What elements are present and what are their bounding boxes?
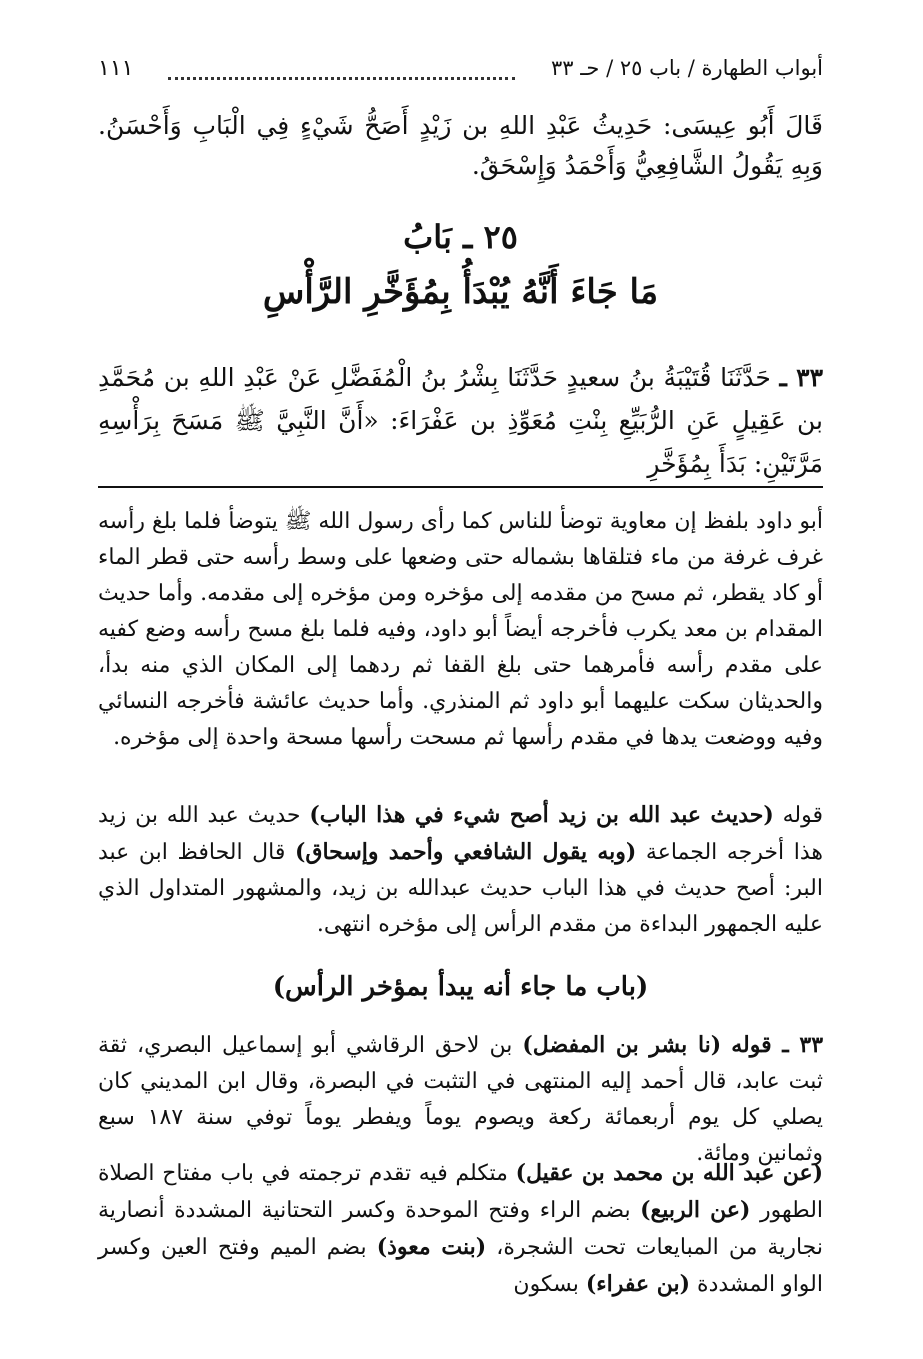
commentary-quote: (نا بشر بن المفضل) [522,1032,722,1058]
chapter-title: مَا جَاءَ أَنَّهُ يُبْدَأُ بِمُؤَخَّرِ الرَّأْسِ [262,272,659,312]
commentary-paragraph-3 [98,1027,823,1172]
dotted-leader [168,77,515,80]
commentary-paragraph-2 [98,797,823,943]
commentary-text: متكلم فيه تقدم ترجمته في باب مفتاح الصلاة الطهور [98,1161,824,1223]
page-number: ١١١ [98,56,134,81]
commentary-paragraph-1: أبو داود بلفظ إن معاوية توضأ للناس كما رأى رسول الله ﷺ يتوضأ فلما بلغ رأسه غرف غرفة من ماء فتلقاها بشماله حتى وضعها على وسط رأسه حتى قطر الماء أو كاد يقطر، ثم مسح من مقدمه إلى مؤخره ومن مؤخره إلى مقدمه. وأما حديث المقدام بن معد يكرب فأخرجه أيضاً أبو داود، وفيه فلما بلغ مسح رأسه وضع كفيه على مقدم رأسه فأمرهما حتى بلغ القفا ثم ردهما إلى المكان الذي منه بدأ، والحديثان سكت عليهما أبو داود ثم المنذري. وأما حديث عائشة فأخرجه النسائي وفيه ووضعت يدها في مقدم رأسها ثم مسحت رأسها مسحة واحدة إلى مؤخره. [98,509,823,750]
commentary-text: حديث عبد الله بن زيد هذا أخرجه الجماعة [98,803,823,865]
footnote-divider [98,486,823,488]
commentary-text: بسكون [513,1272,579,1297]
hadith-number: ٣٣ ـ [779,363,824,392]
commentary-quote: (بن عفراء) [585,1271,691,1297]
commentary-text: بن لاحق الرقاشي أبو إسماعيل البصري، ثقة ثبت عابد، قال أحمد إليه المنتهى في التثبت في البصرة، وقال ابن المديني كان يصلي كل يوم أربعمائة ركعة ويصوم يوماً ويفطر يوماً توفي سنة ١٨٧ سبع وثمانين ومائة. [98,1033,823,1166]
chapter-number: ٢٥ ـ بَابُ [403,218,518,256]
commentary-text: بضم الميم وفتح العين وكسر الواو المشددة [98,1235,823,1297]
hadith-body: حَدَّثَنَا قُتَيْبَةُ بنُ سعيدٍ حَدَّثَنَا بِشْرُ بنُ الْمُفَضَّلِ عَنْ عَبْدِ اللهِ بن مُحَمَّدِ بن عَقِيلٍ عَنِ الرُّبَيِّعِ بِنْتِ مُعَوِّذِ بن عَفْرَاءَ: «أَنَّ النَّبِيَّ ﷺ مَسَحَ بِرَأْسِهِ مَرَّتَيْنِ: بَدَأَ بِمُؤَخَّرِ [98,363,823,478]
commentary-text: بضم الراء وفتح الموحدة وكسر التحتانية المشددة أنصارية نجارية من المبايعات تحت الشجرة، [98,1198,823,1260]
commentary-quote: (بنت معوذ) [376,1234,487,1260]
commentary-text: ٣٣ ـ قوله [731,1032,824,1058]
page-header [98,52,823,92]
commentary-paragraph-4 [98,1155,823,1303]
commentary-quote: (وبه يقول الشافعي وأحمد وإسحاق) [294,839,637,865]
hadith-text [98,356,823,485]
commentary-text: قال الحافظ ابن عبد البر: أصح حديث في هذا الباب حديث عبدالله بن زيد، والمشهور المتداول الذي عليه الجمهور البداءة من مقدم الرأس إلى مؤخره انتهى. [98,840,823,937]
intro-paragraph: قَالَ أَبُو عِيسَى: حَدِيثُ عَبْدِ اللهِ بن زَيْدٍ أَصَحُّ شَيْءٍ فِي الْبَابِ وَأَحْسَنُ. وَبِهِ يَقُولُ الشَّافِعِيُّ وَأَحْمَدُ وَإِسْحَقُ. [98,111,823,180]
commentary-quote: (عن عبد الله بن محمد بن عقيل) [515,1160,824,1186]
commentary-quote: (عن الربيع) [640,1197,751,1223]
commentary-text: قوله [782,803,824,828]
running-title: أبواب الطهارة / باب ٢٥ / حـ ٣٣ [551,56,823,80]
commentary-quote: (حديث عبد الله بن زيد أصح شيء في هذا الباب) [309,802,774,828]
commentary-sub-heading: (باب ما جاء أنه يبدأ بمؤخر الرأس) [272,972,649,1002]
